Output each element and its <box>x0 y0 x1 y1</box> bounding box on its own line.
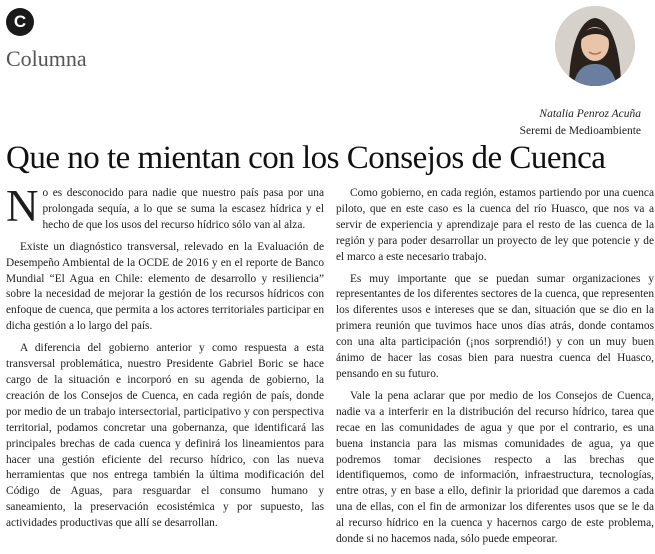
section-label: Columna <box>6 46 87 71</box>
author-portrait-icon <box>555 6 635 86</box>
article-paragraph: Es muy importante que se puedan sumar organizaciones y representantes de los diferentes sectores de la cuenca, que representen los diferentes usos e intereses que se dan, situación que se dio en la primera reunión que tuvimos hace unos días atrás, donde contamos con una alta participación (¡nos sorprendió!) y con un muy buen ánimo de hacer las cosas bien para nuestra cuenca del Huasco, pensando en su futuro. <box>336 272 654 380</box>
headline: Que no te mientan con los Consejos de Cuenca <box>6 140 606 176</box>
article-paragraph: Como gobierno, en cada región, estamos partiendo por una cuenca piloto, que en este caso es la cuenca del río Huasco, que nos va a servir de experiencia y aprendizaje para el resto de las cuenca de la región y para poder desarrollar un proyecto de ley que potencie y de el marco a este necesario trabajo. <box>336 187 654 263</box>
article-paragraph: A diferencia del gobierno anterior y como respuesta a esta transversal problemática, nuestro Presidente Gabriel Boric se hace cargo de la situación e incorporó en su agenda de gobierno, la creación de los Consejos de Cuenca, en cada región de país, donde por medio de un trabajo intersectorial, participativo y con perspectiva territorial, podamos concretar una gobernanza, que identificará las principales brechas de cada cuenca y definirá los lineamientos para hacer una gestión eficiente del recurso hídrico, con las nueva herramientas que nos entrega también la última modificación del Código de Aguas, para resguardar el consumo humano y saneamiento, la preservación ecosistémica y por supuesto, las actividades productivas que allí se desarrollan. <box>6 342 324 530</box>
article-column-left <box>6 181 324 538</box>
article-paragraph: Vale la pena aclarar que por medio de los Consejos de Cuenca, nadie va a interferir en la distribución del recurso hídrico, tarea que recae en las comunidades de agua y que por el contrario, es una buena instancia para las mismas comunidades de agua, ya que podremos tomar decisiones respecto a las brechas que identifiquemos, como de información, infraestructura, tecnologías, entre otras, y en base a ello, definir la prioridad que daremos a cada una de ellas, con el fin de armonizar los diferentes usos que se le da al recurso hídrico en la cuenca y hacernos cargo de este problema, donde si no hacemos nada, sólo puede empeorar. <box>336 389 654 546</box>
dropcap: N <box>6 181 39 231</box>
author-role: Seremi de Medioambiente <box>519 125 641 137</box>
article-paragraph: No es desconocido para nadie que nuestro país pasa por una prolongada sequía, a lo que se suma la escasez hídrica y el hecho de que los usos del recurso hídrico sólo van al alza. <box>6 181 324 231</box>
author-name: Natalia Penroz Acuña <box>539 108 641 120</box>
article-paragraph: Existe un diagnóstico transversal, relevado en la Evaluación de Desempeño Ambiental de la OCDE de 2016 y en el reporte de Banco Mundial “El Agua en Chile: elemento de desarrollo y resiliencia” sobre la necesidad de mejorar la gestión de los recursos hídricos con enfoque de cuenca, que permita a los actores territoriales participar en dicha gestión a lo largo del país. <box>6 240 324 333</box>
column-badge: C <box>6 8 34 36</box>
author-photo <box>555 6 635 86</box>
author-byline <box>520 106 641 140</box>
article-column-right <box>336 186 654 554</box>
